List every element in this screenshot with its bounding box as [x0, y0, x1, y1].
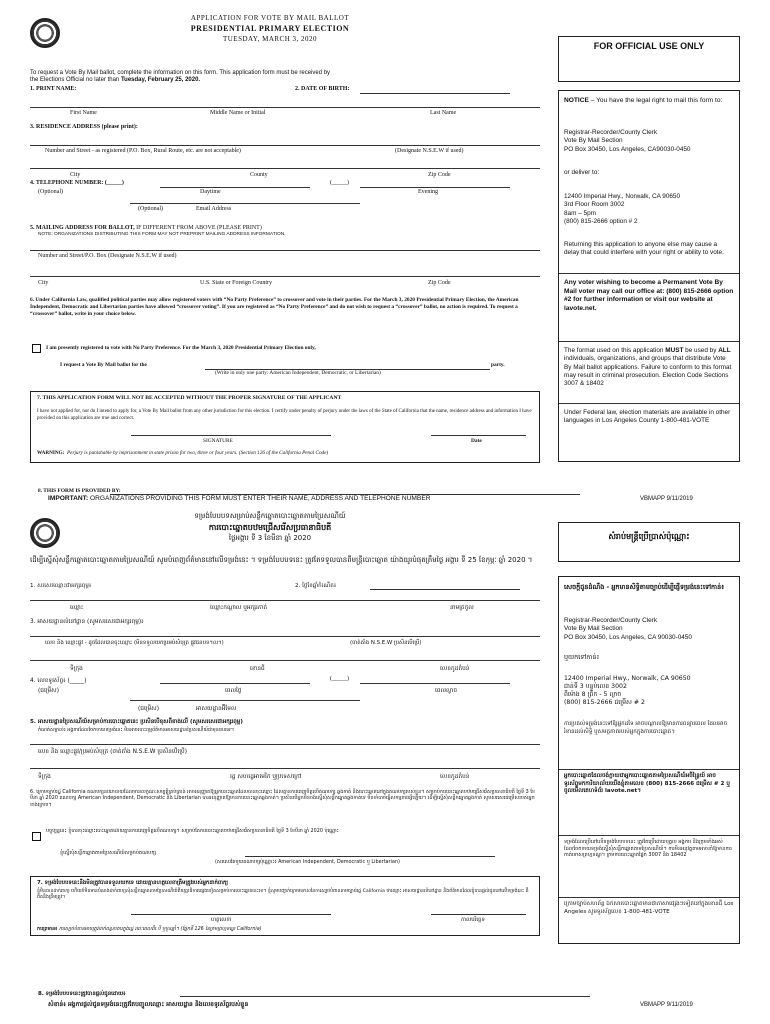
notice-label: NOTICE	[564, 97, 589, 104]
kh-warning	[37, 926, 262, 933]
delivery-line1: 12400 Imperial Hwy., Norwalk, CA 90650	[564, 193, 681, 200]
kh-signature-section	[30, 876, 540, 936]
kh-mail-state-label: រដ្ឋ សហរដ្ឋអាមេរិក ឬប្រទេសក្រៅ	[230, 774, 302, 780]
mail-state-label: U.S. State or Foreign Country	[200, 280, 272, 286]
designate-label: (Designate N.S.E.W if used)	[395, 148, 464, 154]
delivery-line3: 8am – 5pm	[564, 209, 596, 217]
kh-mail-city-label: ទីក្រុង	[38, 774, 51, 780]
mailing-note: NOTE: ORGANIZATIONS DISTRIBUTING THIS FORM MAY NOT PREPRINT MAILING ADDRESS INFORMATION.	[38, 232, 286, 237]
daytime-phone-field[interactable]	[160, 187, 310, 188]
header-title-line3: TUESDAY, MARCH 3, 2020	[222, 35, 318, 43]
kh-delivery-line4: (800) 815-2666 ជម្រើស # 2	[564, 699, 645, 707]
kh-important-note: សំខាន់៖ អង្គការផ្តល់ជូនទម្រង់នេះត្រូវតែបញ្ចូលឈ្មោះ អាសយដ្ឋាន និងលេខទូរស័ព្ទរបស់ខ្លួន	[48, 1001, 249, 1008]
kh-party-field[interactable]	[245, 856, 495, 857]
request-party-label: I request a Vote By Mail ballot for the	[60, 362, 147, 368]
kh-mail-street-field[interactable]	[30, 744, 540, 745]
or-deliver-label: or deliver to:	[564, 169, 600, 176]
mail-city-field[interactable]	[30, 276, 540, 277]
kh-delivery-address	[559, 675, 739, 707]
item7-heading: 7. THIS APPLICATION FORM WILL NOT BE ACCEPTED WITHOUT THE PROPER SIGNATURE OF THE APPLICANT	[37, 395, 342, 401]
sidebar-divider-3	[559, 403, 739, 404]
kh-name-field[interactable]	[30, 600, 540, 601]
provider-field[interactable]	[110, 494, 580, 495]
kh-mail-street-label: លេខ និង ឈ្មោះផ្លូវ/ប្រអប់សំបុត្រ (ចាត់តាំង N.S.E.W ប្រសិនបើប្រើ)	[38, 749, 187, 755]
kh-evening-phone-field[interactable]	[360, 683, 510, 684]
kh-format-notice: ទម្រង់ដែលប្រើនៅលើទម្រង់បែបបទនេះ ត្រូវតែប្រើដោយបុគ្គល អង្គការ និងក្រុមទាំងអស់ដែលចែកចាយទម្រង់ស្នើសុំសន្លឹកឆ្នោតតាមប្រៃសណីយ៍។ ការមិនអនុវត្តតាមអាចនាំឱ្យមានការកាត់ទោសព្រហ្មទណ្ឌ។ ក្រមការបោះឆ្នោតផ្នែក 3007 និង 18402	[564, 839, 732, 858]
sidebar-divider-2	[559, 341, 739, 342]
signature-section	[30, 391, 540, 463]
kh-daytime-phone-field[interactable]	[160, 683, 310, 684]
middle-name-label: Middle Name or Initial	[210, 110, 266, 116]
kh-mailing-label: 5. អាសយដ្ឋានប្រៃសណីយ៍សម្រាប់ការបោះឆ្នោតនេះ ប្រសិនបើខុសពីខាងលើ (សូមសរសេរជាអក្សរពុម្ព)	[30, 719, 243, 725]
header-title-line2: PRESIDENTIAL PRIMARY ELECTION	[190, 24, 350, 33]
seal-logo-khmer	[30, 518, 60, 548]
kh-mailing-note: កំណត់សម្គាល់៖ អង្គការដែលចែកចាយទម្រង់នេះ មិនអាចបោះពុម្ពព័ត៌មានអាសយដ្ឋានប្រៃសណីយ៍ជាមុនបានទេ។	[38, 728, 235, 733]
notice-sidebar	[558, 90, 740, 462]
email-label: Email Address	[196, 206, 232, 212]
kh-residence-label: 3. អាសយដ្ឋានលំនៅដ្ឋាន (សូមសរសេរជាអក្សរពុម្ព)៖	[30, 619, 144, 625]
dob-field[interactable]	[360, 93, 510, 94]
kh-street-label: លេខ និង ឈ្មោះផ្លូវ - ដូចដែលបានចុះឈ្មោះ (មិនទទួលយកប្រអប់សំបុត្រ ផ្លូវជនបទ។ល។)	[45, 640, 224, 646]
kh-item7-text: ខ្ញុំមិនបានដាក់ពាក្យ ហើយក៏មិនមានបំណងដាក់ពាក្យសុំសន្លឹកឆ្នោតតាមប្រៃសណីយ៍ពីយុត្តាធិការផ្សេងទៀតសម្រាប់ការបោះឆ្នោតនេះទេ។ ខ្ញុំសូមបញ្ជាក់ក្រោមទោសនៃការស្បថបំពានតាមច្បាប់រដ្ឋ California ថាឈ្មោះ អាសយដ្ឋានលំនៅដ្ឋាន និងព័ត៌មានដែលខ្ញុំបានផ្តល់ជូននៅលើទម្រង់នេះ គឺពិតនិងត្រឹមត្រូវ។	[37, 889, 529, 901]
optional-label: (Optional)	[38, 189, 63, 195]
kh-header-line3: ថ្ងៃអង្គារ ទី 3 ខែមីនា ឆ្នាំ 2020	[228, 534, 312, 542]
zip-label: Zip Code	[428, 172, 451, 178]
evening-phone-paren: (_____)	[330, 180, 349, 186]
kh-official-use-box	[558, 522, 740, 562]
kh-crossover-checkbox-label: បច្ចុប្បន្ននេះ ខ្ញុំបានចុះឈ្មោះបោះឆ្នោតដោយគ្មានការពេញចិត្តលើគណបក្ស។ សម្រាប់តែការបោះឆ្នោតបឋមជ្រើសរើសប្រធានាធិបតី ថ្ងៃទី 3 ខែមីនា ឆ្នាំ 2020 ប៉ុណ្ណោះ	[46, 828, 339, 834]
kh-last-name-label: នាមត្រកូល	[450, 605, 474, 611]
kh-item8-label: 8. ទម្រង់បែបបទនេះត្រូវបានផ្តល់ជូនដោយ៖	[38, 991, 126, 997]
crossover-checkbox-label: I am presently registered to vote with No Party Preference. For the March 3, 2020 Presidential Primary Election only,	[46, 345, 316, 351]
intro-deadline	[30, 77, 550, 85]
warning	[37, 450, 328, 456]
kh-date-field[interactable]	[431, 914, 526, 915]
signature-label: SIGNATURE	[203, 438, 233, 444]
city-label: City	[70, 172, 81, 178]
mailing-address-sub: IF DIFFERENT FROM ABOVE (PLEASE PRINT)	[134, 225, 262, 231]
kh-warning-label: ការព្រមាន៖	[37, 927, 58, 932]
street-field[interactable]	[30, 145, 540, 146]
kh-form-code: VBMAPP 9/11/2019	[640, 1002, 693, 1008]
federal-law-notice: Under Federal law, election materials are available in other languages in Los Angeles County 1-800-481-VOTE	[564, 409, 731, 425]
kh-dob-label: 2. ថ្ងៃខែឆ្នាំកំណើត៖	[295, 583, 337, 589]
email-field[interactable]	[130, 203, 360, 204]
kh-or-deliver-label: ឬយកទៅកាន់៖	[564, 653, 600, 661]
kh-warning-text: ការស្បថបំពានអាចត្រូវដាក់ពន្ធនាគារក្នុងរដ្ឋ រយៈពេលពីរ បី ឬបួនឆ្នាំ។ (ផ្នែកទី 126 នៃក្រមព្រហ្មទណ្ឌ California)	[58, 927, 262, 932]
notice-address	[559, 129, 739, 154]
first-name-label: First Name	[70, 110, 97, 116]
kh-write-in-note: (សរសេរតែមួយគណបក្សប៉ុណ្ណោះ៖ American Independent, Democratic ឬ Libertarian)	[215, 859, 400, 865]
kh-delivery-line2: ជាន់ទី 3 បន្ទប់លេខ 3002	[564, 683, 627, 691]
print-name-label: 1. PRINT NAME:	[30, 86, 77, 92]
city-field[interactable]	[30, 168, 540, 169]
kh-sidebar-divider-3	[559, 897, 739, 898]
kh-crossover-checkbox[interactable]	[32, 832, 41, 841]
returning-notice: Returning this application to anyone else may cause a delay that could interfere with your right or ability to vote.	[564, 241, 724, 257]
kh-header-line1: ទម្រង់បែបបទសម្រាប់សន្លឹកឆ្នោតបោះឆ្នោតតាមប្រៃសណីយ៍	[194, 512, 346, 520]
kh-mail-city-field[interactable]	[30, 768, 540, 769]
official-use-box	[558, 36, 740, 82]
kh-optional-email-label: (ជម្រើស)	[138, 706, 159, 712]
date-label: Date	[471, 438, 482, 444]
intro-text: To request a Vote By Mail ballot, complete the information on this form. This application form must be received by	[30, 70, 331, 76]
kh-request-party-label: ខ្ញុំស្នើសុំសន្លឹកឆ្នោតតាមប្រៃសណីយ៍សម្រាប់គណបក្ស	[60, 850, 157, 856]
evening-label: Evening	[418, 189, 438, 195]
mailing-address-title: 5. MAILING ADDRESS FOR BALLOT,	[30, 225, 135, 231]
notice-body: – You have the legal right to mail this form to:	[588, 97, 723, 104]
write-in-note: (Write in only one party: American Independent, Democratic, or Libertarian)	[215, 370, 381, 376]
county-label: County	[250, 172, 268, 178]
daytime-label: Daytime	[200, 189, 221, 195]
date-field[interactable]	[431, 435, 526, 436]
party-suffix: party.	[491, 362, 505, 368]
item8-label: 8. THIS FORM IS PROVIDED BY:	[38, 488, 121, 494]
item7-text: I have not applied for, nor do I intend to apply for, a Vote By Mail ballot from any other jurisdiction for this election. I certify under penalty of perjury under the laws of the State of California that the name, residence address and information I have provided on this application are true and correct.	[37, 409, 532, 421]
intro-deadline-date: Tuesday, February 25, 2020.	[120, 77, 201, 83]
delivery-line4: (800) 815-2666 option # 2	[564, 217, 638, 225]
kh-provider-field[interactable]	[180, 996, 590, 997]
kh-signature-label: ហត្ថលេខា	[211, 917, 232, 923]
last-name-label: Last Name	[430, 110, 457, 116]
kh-city-field[interactable]	[30, 660, 540, 661]
official-use-label: FOR OFFICIAL USE ONLY	[593, 41, 705, 51]
residence-label: 3. RESIDENCE ADDRESS (please print):	[30, 124, 138, 130]
kh-daytime-label: ពេលថ្ងៃ	[225, 688, 242, 694]
intro-deadline-text: the Elections Official no later than	[30, 77, 121, 83]
address-line1: Registrar-Recorder/County Clerk	[564, 129, 658, 136]
kh-returning-notice: ការប្រគល់ទម្រង់នេះទៅឱ្យអ្នកដទៃ អាចបណ្តាលឱ្យមានការពន្យារពេល ដែលអាចរំខានដល់សិទ្ធិ ឬសមត្ថភាពរបស់អ្នកក្នុងការបោះឆ្នោត។	[564, 721, 728, 735]
kh-header-line2: ការបោះឆ្នោតបឋមជ្រើសរើសប្រធានាធិបតី	[208, 523, 332, 532]
important-label: IMPORTANT:	[48, 495, 89, 502]
kh-email-field[interactable]	[130, 700, 360, 701]
kh-evening-paren: (_____)	[330, 676, 349, 682]
notice-text	[559, 97, 739, 106]
kh-email-label: អាសយដ្ឋានអ៊ីមែល	[196, 706, 237, 712]
header-title-line1: APPLICATION FOR VOTE BY MAIL BALLOT	[190, 14, 350, 22]
sidebar-divider-1	[559, 273, 739, 274]
permanent-voter-notice: Any voter wishing to become a Permanent Vote By Mail voter may call our office at: (800) 815-2666 option #2 for further information or visit our website at lavote.net.	[564, 279, 734, 312]
kh-address-line1: Registrar-Recorder/County Clerk	[564, 617, 658, 624]
kh-city-label: ទីក្រុង	[70, 666, 83, 672]
evening-phone-field[interactable]	[360, 187, 510, 188]
kh-address-line2: Vote By Mail Section	[564, 625, 623, 633]
kh-county-label: ខោនធី	[250, 666, 265, 672]
kh-zip-label: លេខកូដតំបន់	[440, 666, 470, 672]
street-label: Number and Street - as registered (P.O. Box, Rural Route, etc. are not acceptable)	[45, 148, 241, 154]
telephone-label: 4. TELEPHONE NUMBER: (_____)	[30, 180, 124, 186]
kh-sidebar-divider-2	[559, 835, 739, 836]
kh-intro-text: ដើម្បីស្នើសុំសន្លឹកឆ្នោតបោះឆ្នោតតាមប្រៃសណីយ៍ សូមបំពេញព័ត៌មាននៅលើទម្រង់នេះ ។ ទម្រង់បែបបទនេះ ត្រូវតែទទួលបានពីមន្ត្រីបោះឆ្នោត យ៉ាងយូរបំផុតត្រឹមថ្ងៃ អង្គារ ទី 25 ខែកុម្ភៈ ឆ្នាំ 2020 ។	[30, 556, 533, 564]
kh-sidebar-divider-1	[559, 769, 739, 770]
kh-mail-zip-label: លេខកូដតំបន់	[440, 774, 470, 780]
kh-telephone-label: 4. លេខទូរស័ព្ទ៖ (_____)	[30, 678, 87, 684]
mail-street-field[interactable]	[30, 250, 540, 251]
dob-label: 2. DATE OF BIRTH:	[295, 86, 350, 92]
signature-field[interactable]	[131, 435, 331, 436]
kh-notice-address	[559, 617, 739, 642]
kh-notice-sidebar	[558, 576, 740, 944]
kh-dob-field[interactable]	[370, 589, 520, 590]
kh-designate-label: (ចាត់តាំង N.S.E.W ប្រសិនបើប្រើ)	[350, 640, 422, 646]
important-text: ORGANIZATIONS PROVIDING THIS FORM MUST ENTER THEIR NAME, ADDRESS AND TELEPHONE NUMBER	[88, 495, 431, 502]
kh-federal-law-notice: ក្រោមច្បាប់សហព័ន្ធ ឯកសារបោះឆ្នោតមានជាភាសាផ្សេងៗទៀតនៅក្នុងខោនធី Los Angeles សូមទូរស័ព្ទលេខ 1-800-481-VOTE	[564, 901, 734, 915]
kh-signature-field[interactable]	[131, 914, 331, 915]
mail-zip-label: Zip Code	[428, 280, 451, 286]
kh-optional-label: (ជម្រើស)	[38, 688, 59, 694]
kh-official-use-label: សំរាប់មន្ត្រីប្រើប្រាស់ប៉ុណ្ណោះ	[608, 532, 690, 541]
delivery-line2: 3rd Floor Room 3002	[564, 201, 625, 209]
name-field[interactable]	[30, 107, 540, 108]
kh-address-line3: PO Box 30450, Los Angeles, CA 90030-0450	[564, 633, 692, 641]
kh-item6-text: 6. ក្រោមច្បាប់រដ្ឋ California គណបក្សនយោបាយដែលមានលក្ខណៈសម្បត្តិគ្រប់គ្រាន់ អាចអនុញ្ញាតឱ្យអ្នកបោះឆ្នោតដែលបានចុះឈ្មោះ ដែលគ្មានការពេញចិត្តលើគណបក្ស ឆ្លងកាត់ និងបោះឆ្នោតនៅក្នុងគណបក្សរបស់ខ្លួន។ សម្រាប់ការបោះឆ្នោតបឋមជ្រើសរើសប្រធានាធិបតី ថ្ងៃទី 3 ខែមីនា ឆ្នាំ 2020 គណបក្ស American Independent, Democratic និង Libertarian បានអនុញ្ញាតឱ្យមានការបោះឆ្នោតឆ្លងកាត់។ ប្រសិនបើអ្នកមិនចង់ស្នើសុំសន្លឹកឆ្នោតឆ្លងកាត់ទេ មិនចាំបាច់ធ្វើសកម្មភាពអ្វីឡើយ។ ដើម្បីស្នើសុំសន្លឹកឆ្នោតឆ្លងកាត់ សូមសរសេរជម្រើសរបស់អ្នកខាងក្រោម។	[30, 789, 535, 808]
warning-text: Perjury is punishable by imprisonment in state prison for two, three or four years. (Section 126 of the California Penal Code)	[66, 450, 329, 456]
form-code: VBMAPP 9/11/2019	[640, 496, 693, 502]
kh-item7-heading: 7. ទម្រង់បែបបទនេះនឹងមិនត្រូវបានទទួលយកទេ ដោយគ្មានហត្ថលេខាត្រឹមត្រូវរបស់អ្នកដាក់ពាក្យ	[37, 880, 229, 886]
address-line3: PO Box 30450, Los Angeles, CA90030-0450	[564, 145, 691, 153]
mail-city-label: City	[38, 280, 49, 286]
mail-street-label: Number and Street/P.O. Box (Designate N.S.E.W if used)	[38, 253, 177, 259]
crossover-checkbox[interactable]	[32, 344, 41, 353]
kh-evening-label: ពេលល្ងាច	[435, 688, 458, 694]
kh-first-name-label: ឈ្មោះ	[70, 605, 84, 611]
kh-notice-text: សេចក្តីជូនដំណឹង - អ្នកមានសិទ្ធិតាមច្បាប់ដើម្បីផ្ញើទម្រង់នេះទៅកាន់៖	[564, 583, 725, 591]
kh-print-name-label: 1. សរសេរឈ្មោះជាអក្សរពុម្ព៖	[30, 583, 92, 589]
delivery-address	[559, 193, 739, 226]
kh-date-label: កាលបរិច្ឆេទ	[461, 917, 485, 923]
kh-delivery-line1: 12400 Imperial Hwy., Norwalk, CA 90650	[564, 675, 691, 682]
kh-street-field[interactable]	[30, 636, 540, 637]
warning-label: WARNING:	[37, 450, 65, 456]
optional-email-label: (Optional)	[138, 206, 163, 212]
format-notice: The format used on this application MUST be used by ALL individuals, organizations, and groups that distribute Vote By Mail ballot applications. Failure to conform to this format may result in criminal prosecution. Election Code Sections 3007 & 18402	[564, 347, 732, 388]
seal-logo	[30, 18, 60, 48]
item6-text: 6. Under California Law, qualified political parties may allow registered voters with “No Party Preference” to crossover and vote in their parties. For the March 3, 2020 Presidential Primary Election, the American Independent, Democratic and Libertarian parties have allowed “crossover voting”. If you are registered as “No Party Preference” and do not wish to request a “crossover” ballot, no action is required. To request a “crossover” ballot, write in your choice below.	[30, 297, 519, 318]
kh-middle-name-label: ឈ្មោះកណ្តាល ឬអក្សរកាត់	[210, 605, 268, 611]
important-note	[48, 495, 430, 502]
address-line2: Vote By Mail Section	[564, 137, 623, 145]
kh-delivery-line3: ពីម៉ោង 8 ព្រឹក - 5 ល្ងាច	[564, 691, 622, 699]
kh-permanent-voter-notice: អ្នកបោះឆ្នោតដែលចង់ក្លាយជាអ្នកបោះឆ្នោតតាមប្រៃសណីយ៍អចិន្ត្រៃយ៍ អាចទូរស័ព្ទមកការិយាល័យយើងខ្ញុំតាមលេខ (800) 815-2666 ជម្រើស # 2 ឬចូលមើលគេហទំព័រ lavote.net។	[564, 773, 730, 795]
